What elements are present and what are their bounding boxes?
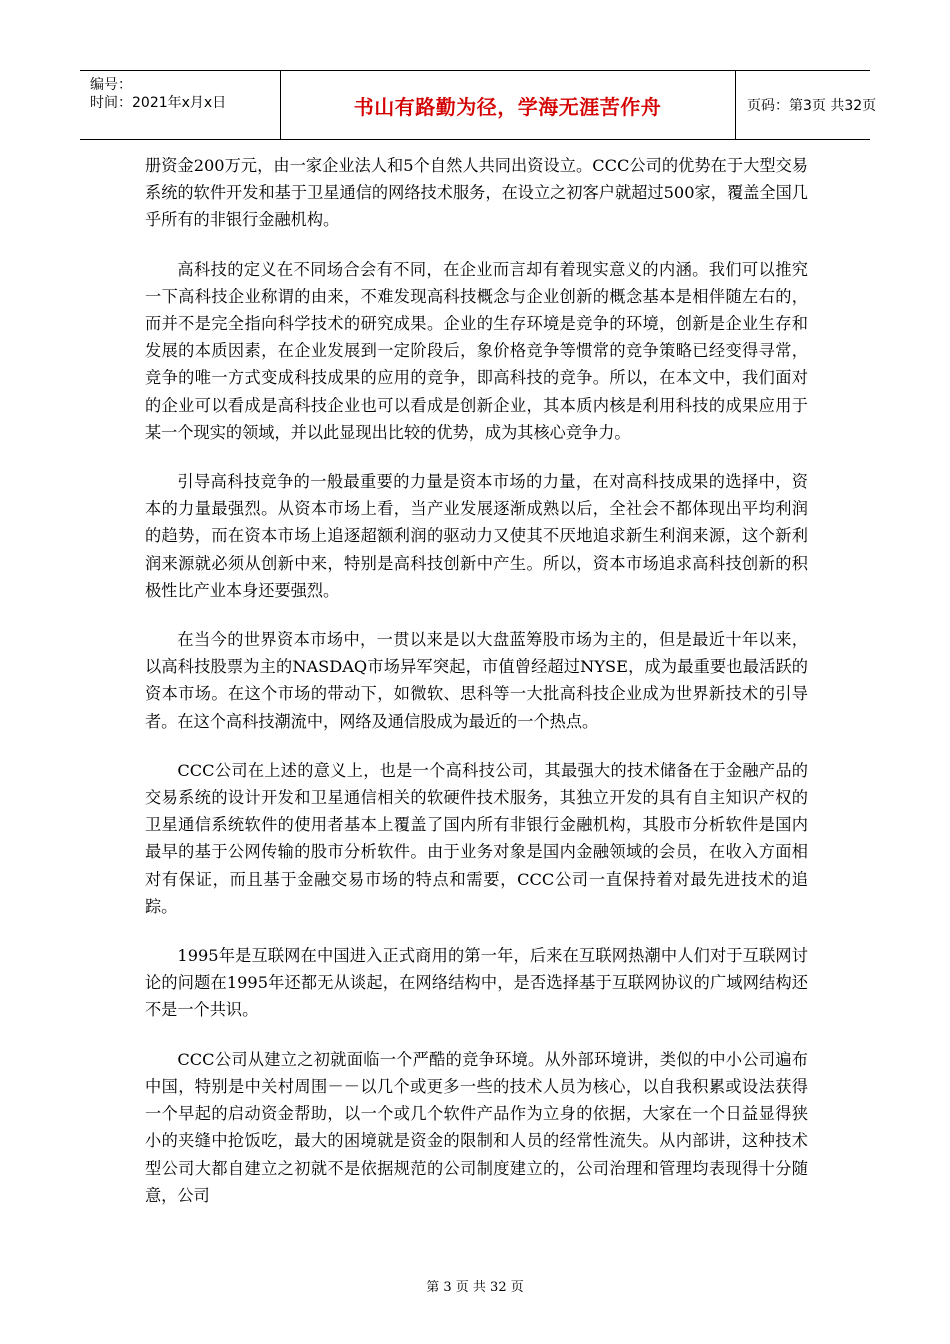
paragraph: CCC公司在上述的意义上，也是一个高科技公司，其最强大的技术储备在于金融产品的交易系统的设计开发和卫星通信相关的软硬件技术服务，其独立开发的具有自主知识产权的卫星通信系统软件的使用者基本上覆盖了国内所有非银行金融机构，其股市分析软件是国内最早的基于公网传输的股市分析软件。由于业务对象是国内金融领域的会员，在收入方面相对有保证，而且基于金融交易市场的特点和需要，CCC公司一直保持着对最先进技术的追踪。 bbox=[145, 760, 808, 916]
header-motto-cell bbox=[280, 71, 736, 139]
page-footer: 第 3 页 共 32 页 bbox=[426, 1280, 524, 1295]
paragraph: 高科技的定义在不同场合会有不同，在企业而言却有着现实意义的内涵。我们可以推究一下高科技企业称谓的由来，不难发现高科技概念与企业创新的概念基本是相伴随左右的，而并不是完全指向科学技术的研究成果。企业的生存环境是竞争的环境，创新是企业生存和发展的本质因素，在企业发展到一定阶段后，象价格竞争等惯常的竞争策略已经变得寻常，竞争的唯一方式变成科技成果的应用的竞争，即高科技的竞争。所以，在本文中，我们面对的企业可以看成是高科技企业也可以看成是创新企业，其本质内核是利用科技的成果应用于某一个现实的领域，并以此显现出比较的优势，成为其核心竞争力。 bbox=[145, 259, 808, 442]
document-time-label: 时间：2021年x月x日 bbox=[90, 95, 227, 111]
document-header bbox=[80, 70, 877, 140]
paragraph-continuation: 册资金200万元，由一家企业法人和5个自然人共同出资设立。CCC公司的优势在于大型交易系统的软件开发和基于卫星通信的网络技术服务，在设立之初客户就超过500家，覆盖全国几乎所有的非银行金融机构。 bbox=[145, 156, 808, 230]
paragraph: 引导高科技竞争的一般最重要的力量是资本市场的力量，在对高科技成果的选择中，资本的力量最强烈。从资本市场上看，当产业发展逐渐成熟以后，全社会不都体现出平均利润的趋势，而在资本市场上追逐超额利润的驱动力又使其不厌地追求新生利润来源，这个新利润来源就必须从创新中来，特别是高科技创新中产生。所以，资本市场追求高科技创新的积极性比产业本身还要强烈。 bbox=[145, 472, 808, 600]
header-page-cell bbox=[735, 71, 877, 139]
paragraph: CCC公司从建立之初就面临一个严酷的竞争环境。从外部环境讲，类似的中小公司遍布中国，特别是中关村周围－－以几个或更多一些的技术人员为核心，以自我积累或设法获得一个早起的启动资金帮助，以一个或几个软件产品作为立身的依据，大家在一个日益显得狭小的夹缝中抢饭吃，最大的困境就是资金的限制和人员的经常性流失。从内部讲，这种技术型公司大都自建立之初就不是依据规范的公司制度建立的，公司治理和管理均表现得十分随意，公司 bbox=[145, 1049, 808, 1205]
paragraph: 1995年是互联网在中国进入正式商用的第一年，后来在互联网热潮中人们对于互联网讨论的问题在1995年还都无从谈起，在网络结构中，是否选择基于互联网协议的广域网结构还不是一个共识。 bbox=[145, 946, 808, 1020]
document-number-label: 编号： bbox=[90, 77, 132, 93]
header-page-info: 页码：第3页 共32页 bbox=[747, 98, 877, 114]
paragraph: 在当今的世界资本市场中，一贯以来是以大盘蓝筹股市场为主的，但是最近十年以来，以高科技股票为主的NASDAQ市场异军突起，市值曾经超过NYSE，成为最重要也最活跃的资本市场。在这个市场的带动下，如微软、思科等一大批高科技企业成为世界新技术的引导者。在这个高科技潮流中，网络及通信股成为最近的一个热点。 bbox=[145, 630, 808, 731]
document-body bbox=[145, 152, 808, 1231]
header-meta-cell bbox=[80, 71, 281, 139]
header-motto: 书山有路勤为径，学海无涯苦作舟 bbox=[353, 95, 662, 119]
